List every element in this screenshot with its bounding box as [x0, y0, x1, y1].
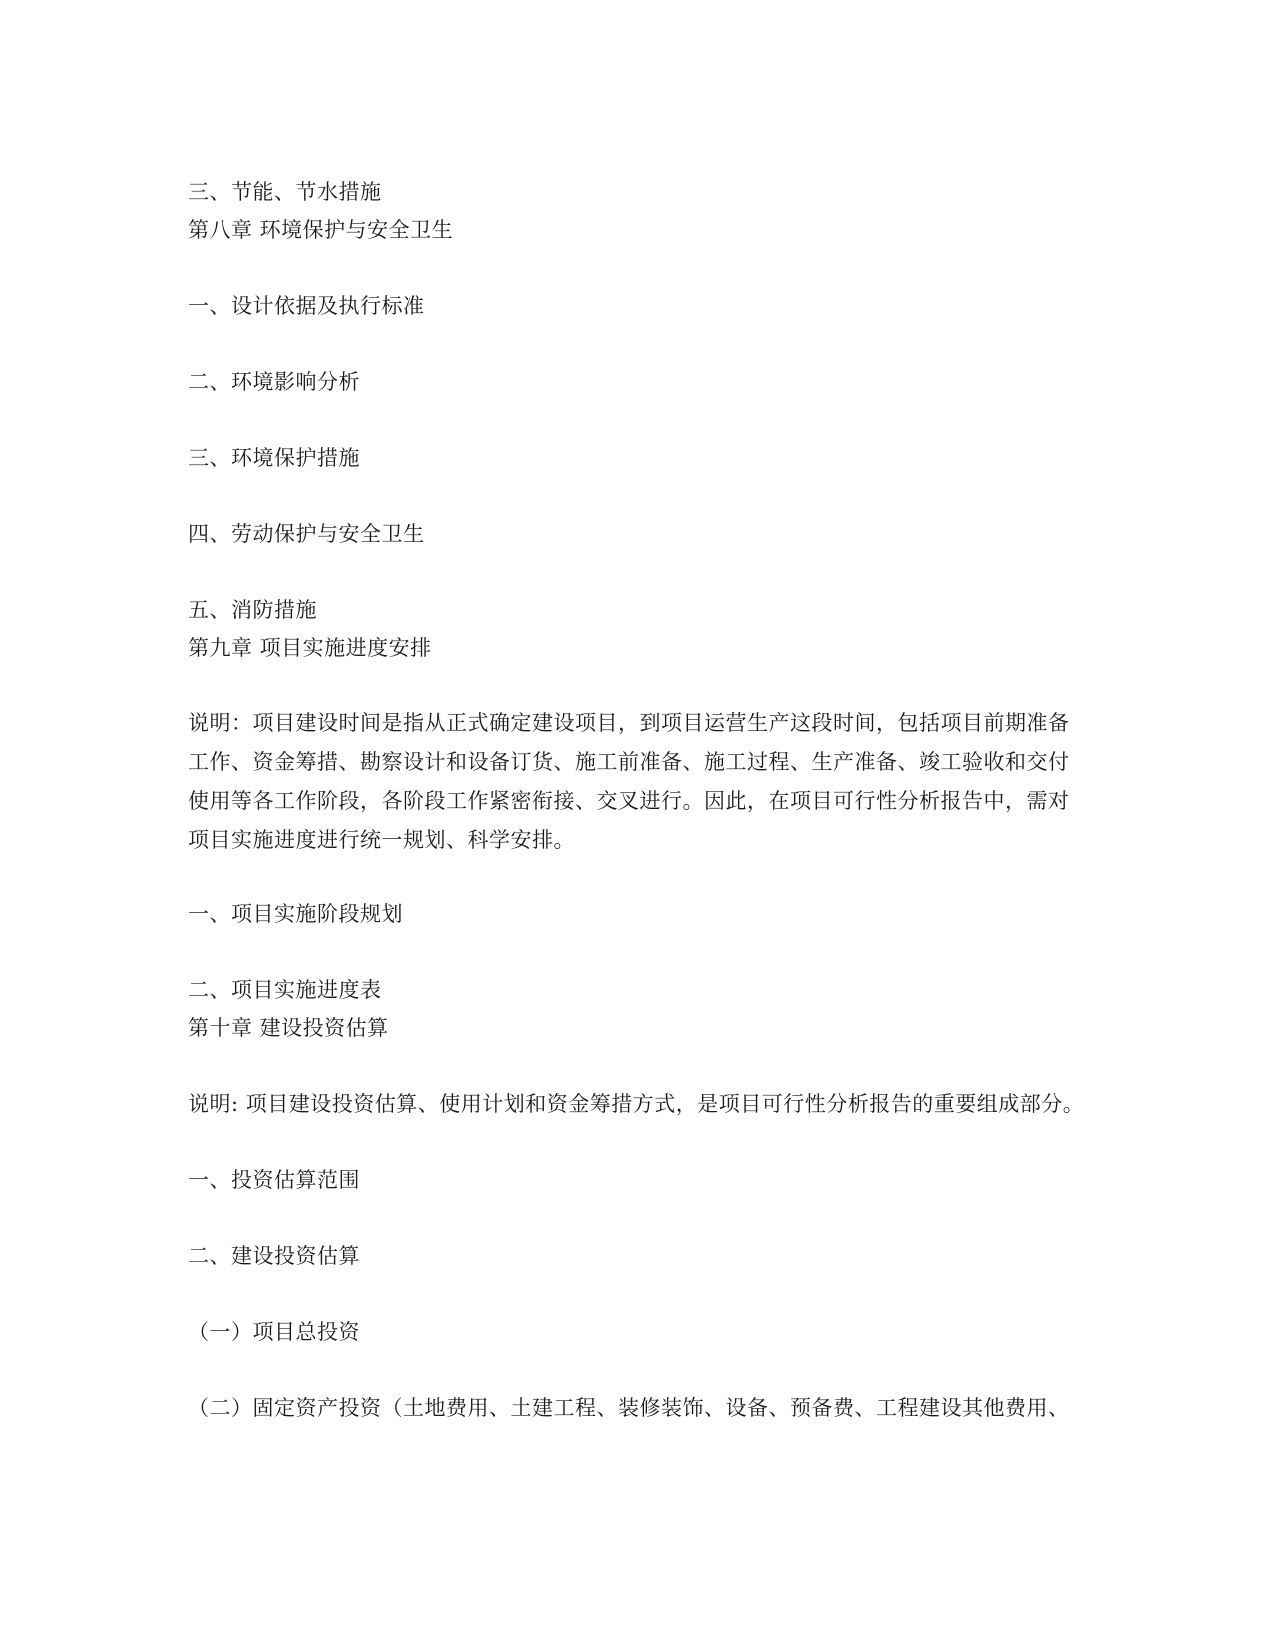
section-investment-scope: 一、投资估算范围 — [188, 1168, 360, 1192]
section-environment-impact: 二、环境影响分析 — [188, 370, 360, 394]
section-fire-protection: 五、消防措施 — [188, 598, 317, 622]
description-line: 使用等各工作阶段，各阶段工作紧密衔接、交叉进行。因此，在项目可行性分析报告中，需对 — [188, 789, 1070, 813]
section-construction-investment: 二、建设投资估算 — [188, 1244, 360, 1268]
description-line: 项目实施进度进行统一规划、科学安排。 — [188, 828, 575, 852]
section-energy-saving: 三、节能、节水措施 — [188, 180, 382, 204]
chapter-10-description: 说明: 项目建设投资估算、使用计划和资金筹措方式，是项目可行性分析报告的重要组成部分。 — [188, 1092, 1085, 1116]
chapter-10-title: 第十章 建设投资估算 — [188, 1016, 389, 1040]
subsection-fixed-assets: （二）固定资产投资（土地费用、土建工程、装修装饰、设备、预备费、工程建设其他费用、 — [188, 1396, 1070, 1420]
description-line: 工作、资金筹措、勘察设计和设备订货、施工前准备、施工过程、生产准备、竣工验收和交付 — [188, 750, 1070, 774]
subsection-total-investment: （一）项目总投资 — [188, 1320, 360, 1344]
chapter-9-title: 第九章 项目实施进度安排 — [188, 636, 432, 660]
section-design-basis: 一、设计依据及执行标准 — [188, 294, 425, 318]
section-labor-protection: 四、劳动保护与安全卫生 — [188, 522, 425, 546]
description-line: 说明：项目建设时间是指从正式确定建设项目，到项目运营生产这段时间，包括项目前期准备 — [188, 711, 1070, 735]
section-environment-protection: 三、环境保护措施 — [188, 446, 360, 470]
chapter-8-title: 第八章 环境保护与安全卫生 — [188, 218, 454, 242]
chapter-9-description — [188, 704, 1088, 860]
section-implementation-planning: 一、项目实施阶段规划 — [188, 902, 403, 926]
section-implementation-schedule: 二、项目实施进度表 — [188, 978, 382, 1002]
